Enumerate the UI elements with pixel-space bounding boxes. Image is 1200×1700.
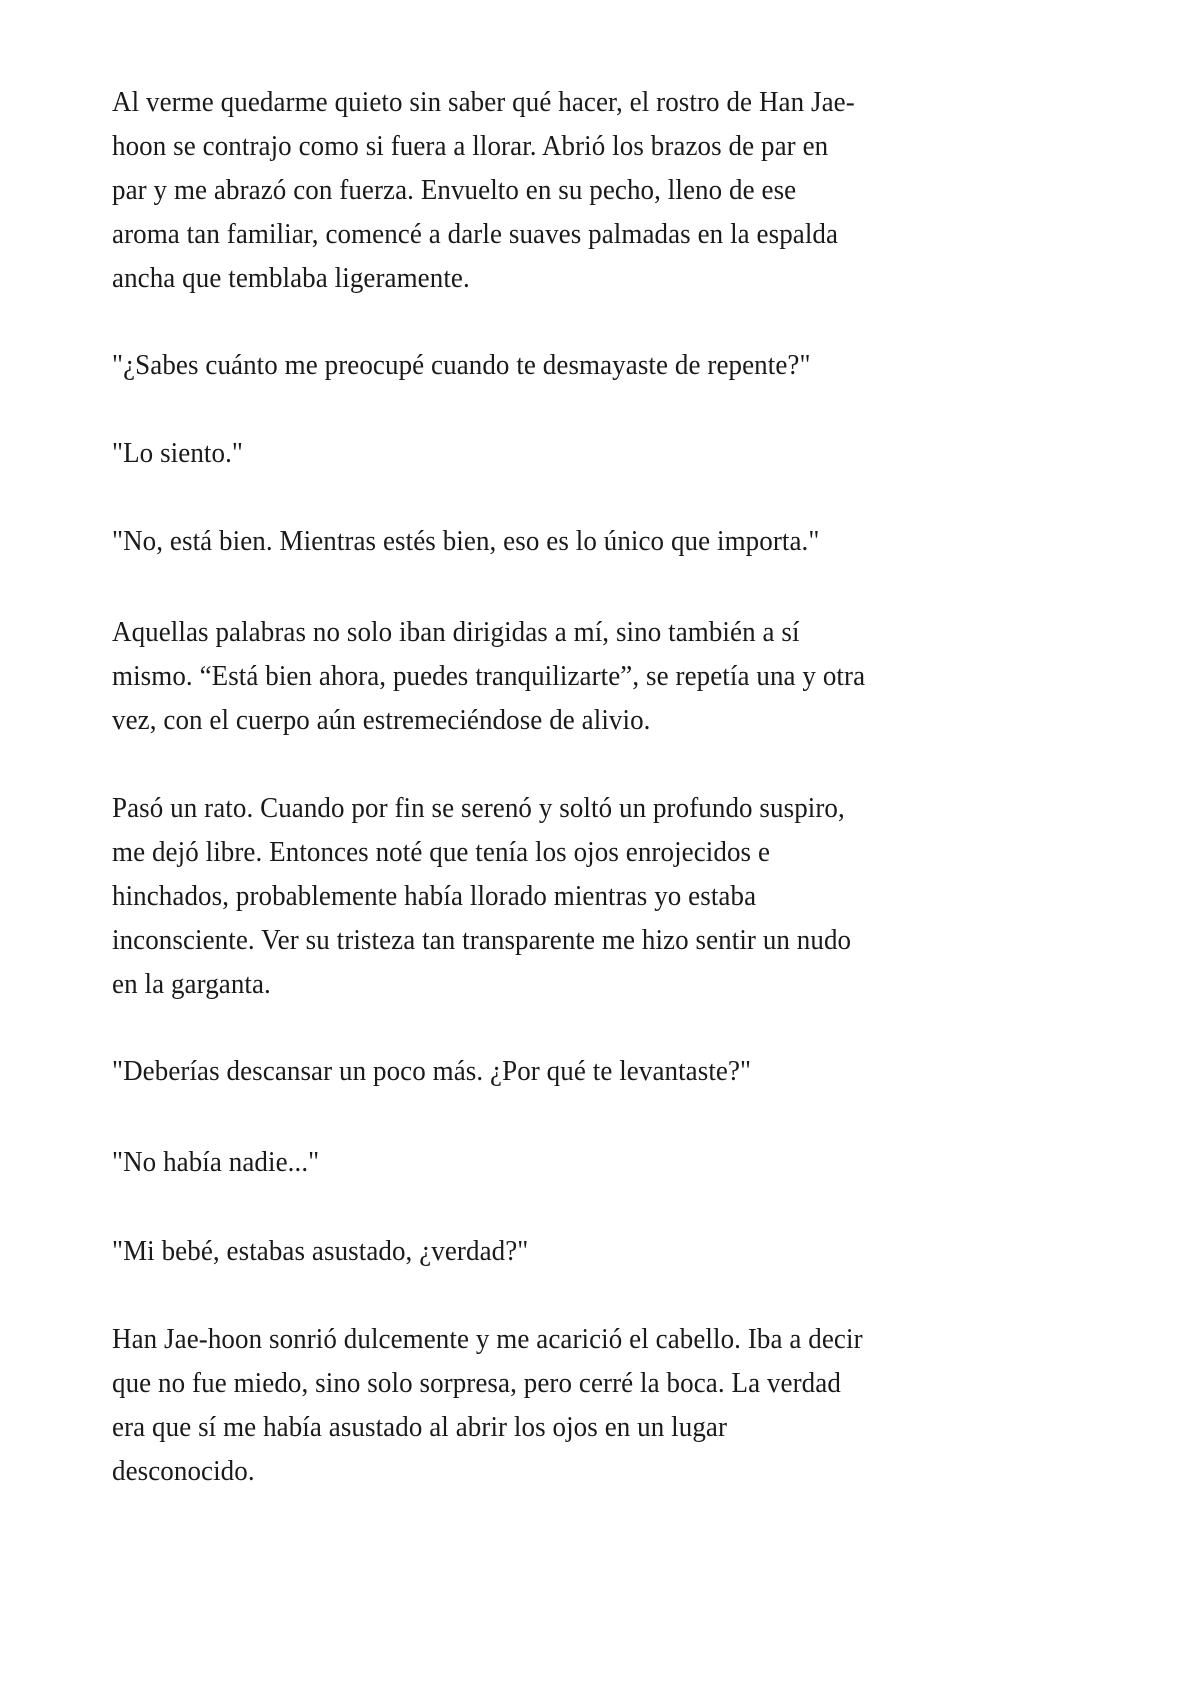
text-line: "No había nadie..." <box>112 1146 320 1178</box>
text-line: Han Jae-hoon sonrió dulcemente y me acarició el cabello. Iba a decir <box>112 1323 863 1355</box>
text-line: vez, con el cuerpo aún estremeciéndose de alivio. <box>112 704 651 736</box>
text-line: Aquellas palabras no solo iban dirigidas a mí, sino también a sí <box>112 616 800 648</box>
text-line: hoon se contrajo como si fuera a llorar. Abrió los brazos de par en <box>112 130 829 162</box>
text-line: par y me abrazó con fuerza. Envuelto en su pecho, lleno de ese <box>112 174 797 206</box>
text-line: Pasó un rato. Cuando por fin se serenó y soltó un profundo suspiro, <box>112 792 845 824</box>
text-line: era que sí me había asustado al abrir los ojos en un lugar <box>112 1411 728 1443</box>
text-line: ancha que temblaba ligeramente. <box>112 262 470 294</box>
text-line: "Lo siento." <box>112 437 244 469</box>
text-line: Al verme quedarme quieto sin saber qué hacer, el rostro de Han Jae- <box>112 86 855 118</box>
text-line: "No, está bien. Mientras estés bien, eso es lo único que importa." <box>112 525 820 557</box>
text-line: desconocido. <box>112 1455 255 1487</box>
text-line: inconsciente. Ver su tristeza tan transparente me hizo sentir un nudo <box>112 924 852 956</box>
text-line: me dejó libre. Entonces noté que tenía los ojos enrojecidos e <box>112 836 771 868</box>
text-line: aroma tan familiar, comencé a darle suaves palmadas en la espalda <box>112 218 839 250</box>
text-line: mismo. “Está bien ahora, puedes tranquilizarte”, se repetía una y otra <box>112 660 866 692</box>
text-line: "¿Sabes cuánto me preocupé cuando te desmayaste de repente?" <box>112 349 811 381</box>
text-line: "Deberías descansar un poco más. ¿Por qué te levantaste?" <box>112 1055 752 1087</box>
text-line: hinchados, probablemente había llorado mientras yo estaba <box>112 880 757 912</box>
text-line: que no fue miedo, sino solo sorpresa, pero cerré la boca. La verdad <box>112 1367 841 1399</box>
text-line: en la garganta. <box>112 968 271 1000</box>
text-line: "Mi bebé, estabas asustado, ¿verdad?" <box>112 1235 529 1267</box>
